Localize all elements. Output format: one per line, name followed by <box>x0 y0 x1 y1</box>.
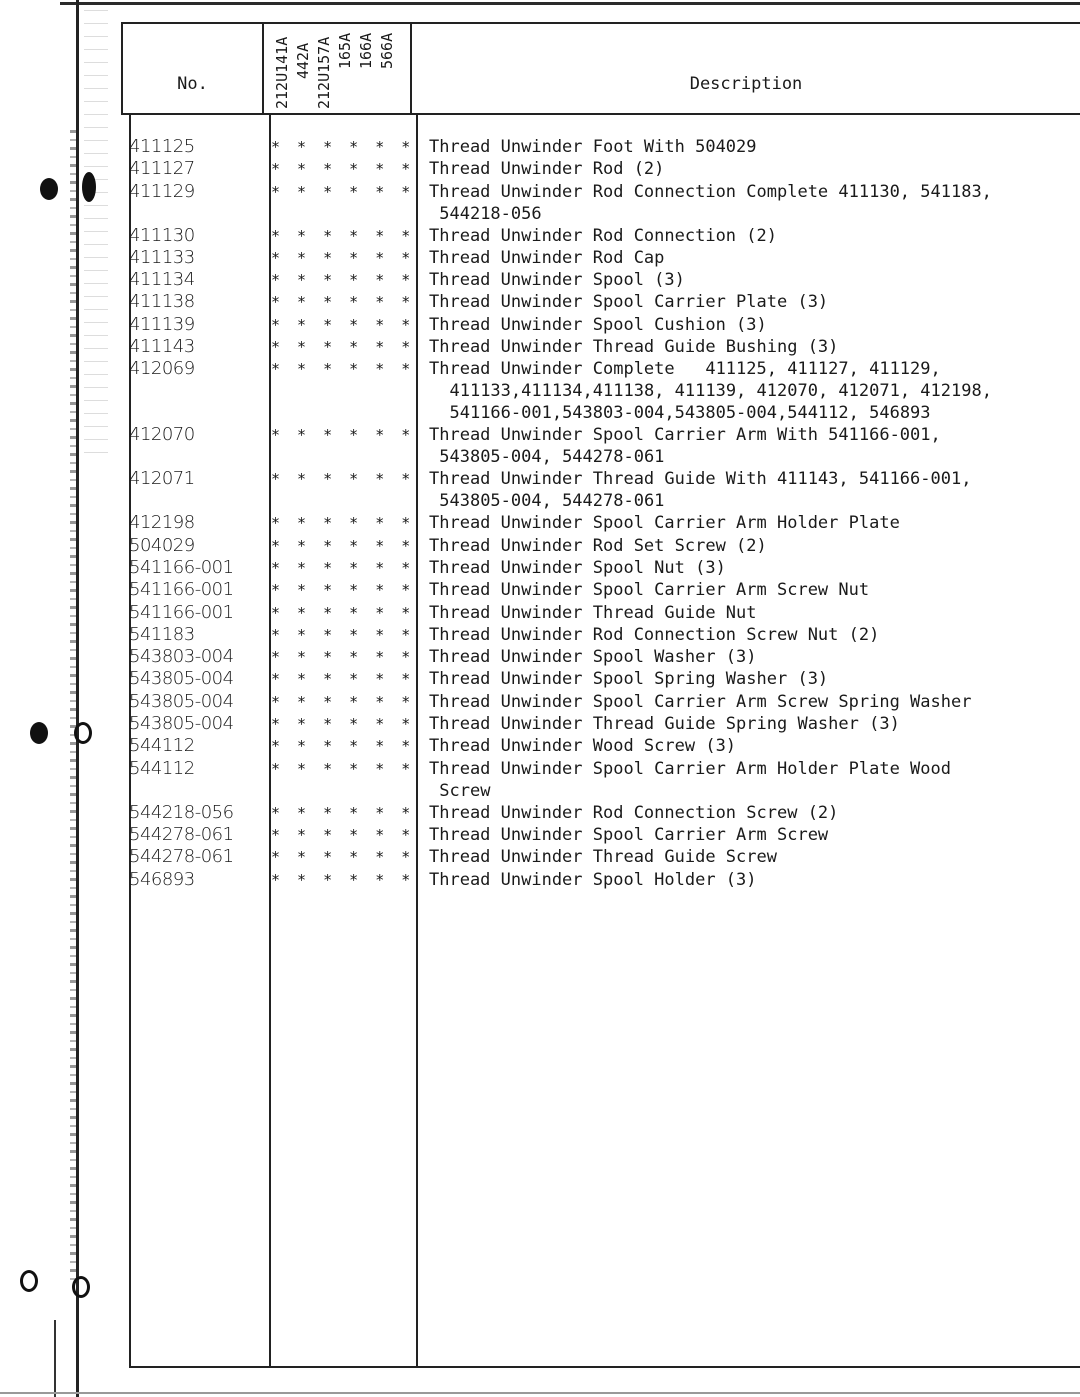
table-row <box>0 424 1080 468</box>
part-description: Thread Unwinder Spool Cushion (3) <box>429 314 767 335</box>
part-number: 541166-001 <box>129 579 234 601</box>
table-row <box>0 136 1080 158</box>
model-applicability-marks: * * * * * * <box>271 470 415 489</box>
part-number: 546893 <box>129 868 195 890</box>
table-row <box>0 869 1080 891</box>
part-description: Thread Unwinder Rod Connection Screw Nut (2) <box>429 624 880 645</box>
part-description: Thread Unwinder Wood Screw (3) <box>429 736 737 757</box>
column-divider <box>410 24 412 113</box>
model-label: 166A <box>357 32 375 69</box>
part-description: Thread Unwinder Spool Carrier Plate (3) <box>429 292 829 313</box>
table-row <box>0 468 1080 512</box>
model-applicability-marks: * * * * * * <box>271 737 415 756</box>
model-applicability-marks: * * * * * * <box>271 248 415 267</box>
part-description: Thread Unwinder Spool Carrier Arm Screw Spring Washer <box>429 691 972 712</box>
part-number: 543805-004 <box>129 713 234 735</box>
bottom-border <box>0 1392 1080 1394</box>
part-number: 411139 <box>129 313 195 335</box>
table-row <box>0 269 1080 291</box>
part-number: 544278-061 <box>129 823 234 845</box>
part-number: 411127 <box>129 158 195 180</box>
part-number: 543805-004 <box>129 690 234 712</box>
part-number: 411134 <box>129 269 195 291</box>
model-applicability-marks: * * * * * * <box>271 692 415 711</box>
model-label: 165A <box>336 32 354 69</box>
model-applicability-marks: * * * * * * <box>271 293 415 312</box>
part-description: Thread Unwinder Foot With 504029 <box>429 137 757 157</box>
model-applicability-marks: * * * * * * <box>271 226 415 245</box>
part-number: 412071 <box>129 468 195 490</box>
part-description: Thread Unwinder Rod Set Screw (2) <box>429 535 767 556</box>
model-label: 212U141A <box>273 36 291 109</box>
model-applicability-marks: * * * * * * <box>271 870 415 889</box>
part-description: Thread Unwinder Rod Cap <box>429 247 665 268</box>
punch-hole <box>72 1276 90 1298</box>
table-row <box>0 181 1080 225</box>
punch-hole <box>20 1270 38 1292</box>
part-number: 411133 <box>129 246 195 268</box>
table-row <box>0 691 1080 713</box>
parts-list <box>0 136 1080 891</box>
model-applicability-marks: * * * * * * <box>271 648 415 667</box>
table-row <box>0 247 1080 269</box>
part-number: 543805-004 <box>129 668 234 690</box>
part-number: 541166-001 <box>129 556 234 578</box>
table-row <box>0 646 1080 668</box>
model-label: 212U157A <box>315 36 333 109</box>
part-number: 411143 <box>129 336 195 358</box>
part-number: 544278-061 <box>129 846 234 868</box>
table-row <box>0 158 1080 180</box>
table-row <box>0 713 1080 735</box>
model-column-header <box>377 23 397 109</box>
model-applicability-marks: * * * * * * <box>271 160 415 179</box>
model-applicability-marks: * * * * * * <box>271 715 415 734</box>
table-row <box>0 802 1080 824</box>
model-applicability-marks: * * * * * * <box>271 338 415 357</box>
model-applicability-marks: * * * * * * <box>271 558 415 577</box>
model-column-header <box>293 23 313 109</box>
part-description: Thread Unwinder Rod Connection Complete 411130, 541183, 544218-056 <box>429 181 992 224</box>
model-column-header <box>356 23 376 109</box>
part-description: Thread Unwinder Thread Guide Screw <box>429 847 777 868</box>
model-applicability-marks: * * * * * * <box>271 514 415 533</box>
part-description: Thread Unwinder Spool Carrier Arm Screw <box>429 824 829 845</box>
model-applicability-marks: * * * * * * <box>271 670 415 689</box>
part-number: 411129 <box>129 180 195 202</box>
model-label: 442A <box>294 42 312 79</box>
table-row <box>0 314 1080 336</box>
table-row <box>0 758 1080 802</box>
model-column-header <box>335 23 355 109</box>
header-no: No. <box>177 74 208 94</box>
table-row <box>0 824 1080 846</box>
part-description: Thread Unwinder Spool Carrier Arm Holder Plate Wood Screw <box>429 758 951 801</box>
table-row <box>0 735 1080 757</box>
part-number: 411125 <box>129 136 195 157</box>
model-applicability-marks: * * * * * * <box>271 759 415 778</box>
model-label: 566A <box>378 32 396 69</box>
model-column-header <box>314 23 334 109</box>
part-number: 412069 <box>129 358 195 380</box>
table-row <box>0 336 1080 358</box>
part-number: 541166-001 <box>129 601 234 623</box>
table-row <box>0 624 1080 646</box>
model-applicability-marks: * * * * * * <box>271 848 415 867</box>
model-applicability-marks: * * * * * * <box>271 138 415 156</box>
table-row <box>0 225 1080 247</box>
top-border <box>60 2 1080 5</box>
model-applicability-marks: * * * * * * <box>271 182 415 201</box>
part-number: 504029 <box>129 534 195 556</box>
part-description: Thread Unwinder Spool Nut (3) <box>429 557 726 578</box>
part-number: 544112 <box>129 735 195 757</box>
part-description: Thread Unwinder Complete 411125, 411127, 411129, 411133,411134,411138, 411139, 412070, 412071, 412198, 541166-001,543803-004,543805-004,544112, 546893 <box>429 359 992 424</box>
part-number: 412070 <box>129 424 195 446</box>
table-row <box>0 291 1080 313</box>
model-applicability-marks: * * * * * * <box>271 825 415 844</box>
model-applicability-marks: * * * * * * <box>271 271 415 290</box>
table-header <box>121 22 1080 115</box>
model-applicability-marks: * * * * * * <box>271 581 415 600</box>
part-description: Thread Unwinder Thread Guide Bushing (3) <box>429 337 839 358</box>
part-description: Thread Unwinder Spool Carrier Arm Holder Plate <box>429 513 900 534</box>
part-description: Thread Unwinder Spool Spring Washer (3) <box>429 669 829 690</box>
header-description: Description <box>689 74 803 94</box>
part-description: Thread Unwinder Spool Carrier Arm With 541166-001, 543805-004, 544278-061 <box>429 425 941 468</box>
part-description: Thread Unwinder Thread Guide With 411143, 541166-001, 543805-004, 544278-061 <box>429 469 972 512</box>
table-row <box>0 846 1080 868</box>
part-number: 543803-004 <box>129 646 234 668</box>
part-description: Thread Unwinder Rod Connection Screw (2) <box>429 802 839 823</box>
part-description: Thread Unwinder Rod (2) <box>429 159 665 180</box>
table-row <box>0 668 1080 690</box>
model-applicability-marks: * * * * * * <box>271 603 415 622</box>
part-description: Thread Unwinder Thread Guide Nut <box>429 602 757 623</box>
part-description: Thread Unwinder Thread Guide Spring Washer (3) <box>429 714 900 735</box>
model-column-header <box>272 23 292 109</box>
part-description: Thread Unwinder Spool Carrier Arm Screw Nut <box>429 580 870 601</box>
table-row <box>0 602 1080 624</box>
table-row <box>0 535 1080 557</box>
table-row <box>0 579 1080 601</box>
model-applicability-marks: * * * * * * <box>271 315 415 334</box>
part-description: Thread Unwinder Spool (3) <box>429 270 685 291</box>
table-row <box>0 557 1080 579</box>
model-applicability-marks: * * * * * * <box>271 536 415 555</box>
part-description: Thread Unwinder Spool Washer (3) <box>429 647 757 668</box>
model-applicability-marks: * * * * * * <box>271 360 415 379</box>
part-number: 541183 <box>129 623 195 645</box>
part-description: Thread Unwinder Spool Holder (3) <box>429 869 757 890</box>
model-applicability-marks: * * * * * * <box>271 625 415 644</box>
model-applicability-marks: * * * * * * <box>271 426 415 445</box>
model-applicability-marks: * * * * * * <box>271 803 415 822</box>
part-number: 412198 <box>129 512 195 534</box>
column-divider <box>262 24 264 113</box>
part-number: 544218-056 <box>129 801 234 823</box>
part-number: 411130 <box>129 224 195 246</box>
table-row <box>0 512 1080 534</box>
binding-edge-bottom <box>54 1320 56 1397</box>
part-number: 411138 <box>129 291 195 313</box>
part-description: Thread Unwinder Rod Connection (2) <box>429 225 777 246</box>
table-row <box>0 358 1080 424</box>
part-number: 544112 <box>129 757 195 779</box>
